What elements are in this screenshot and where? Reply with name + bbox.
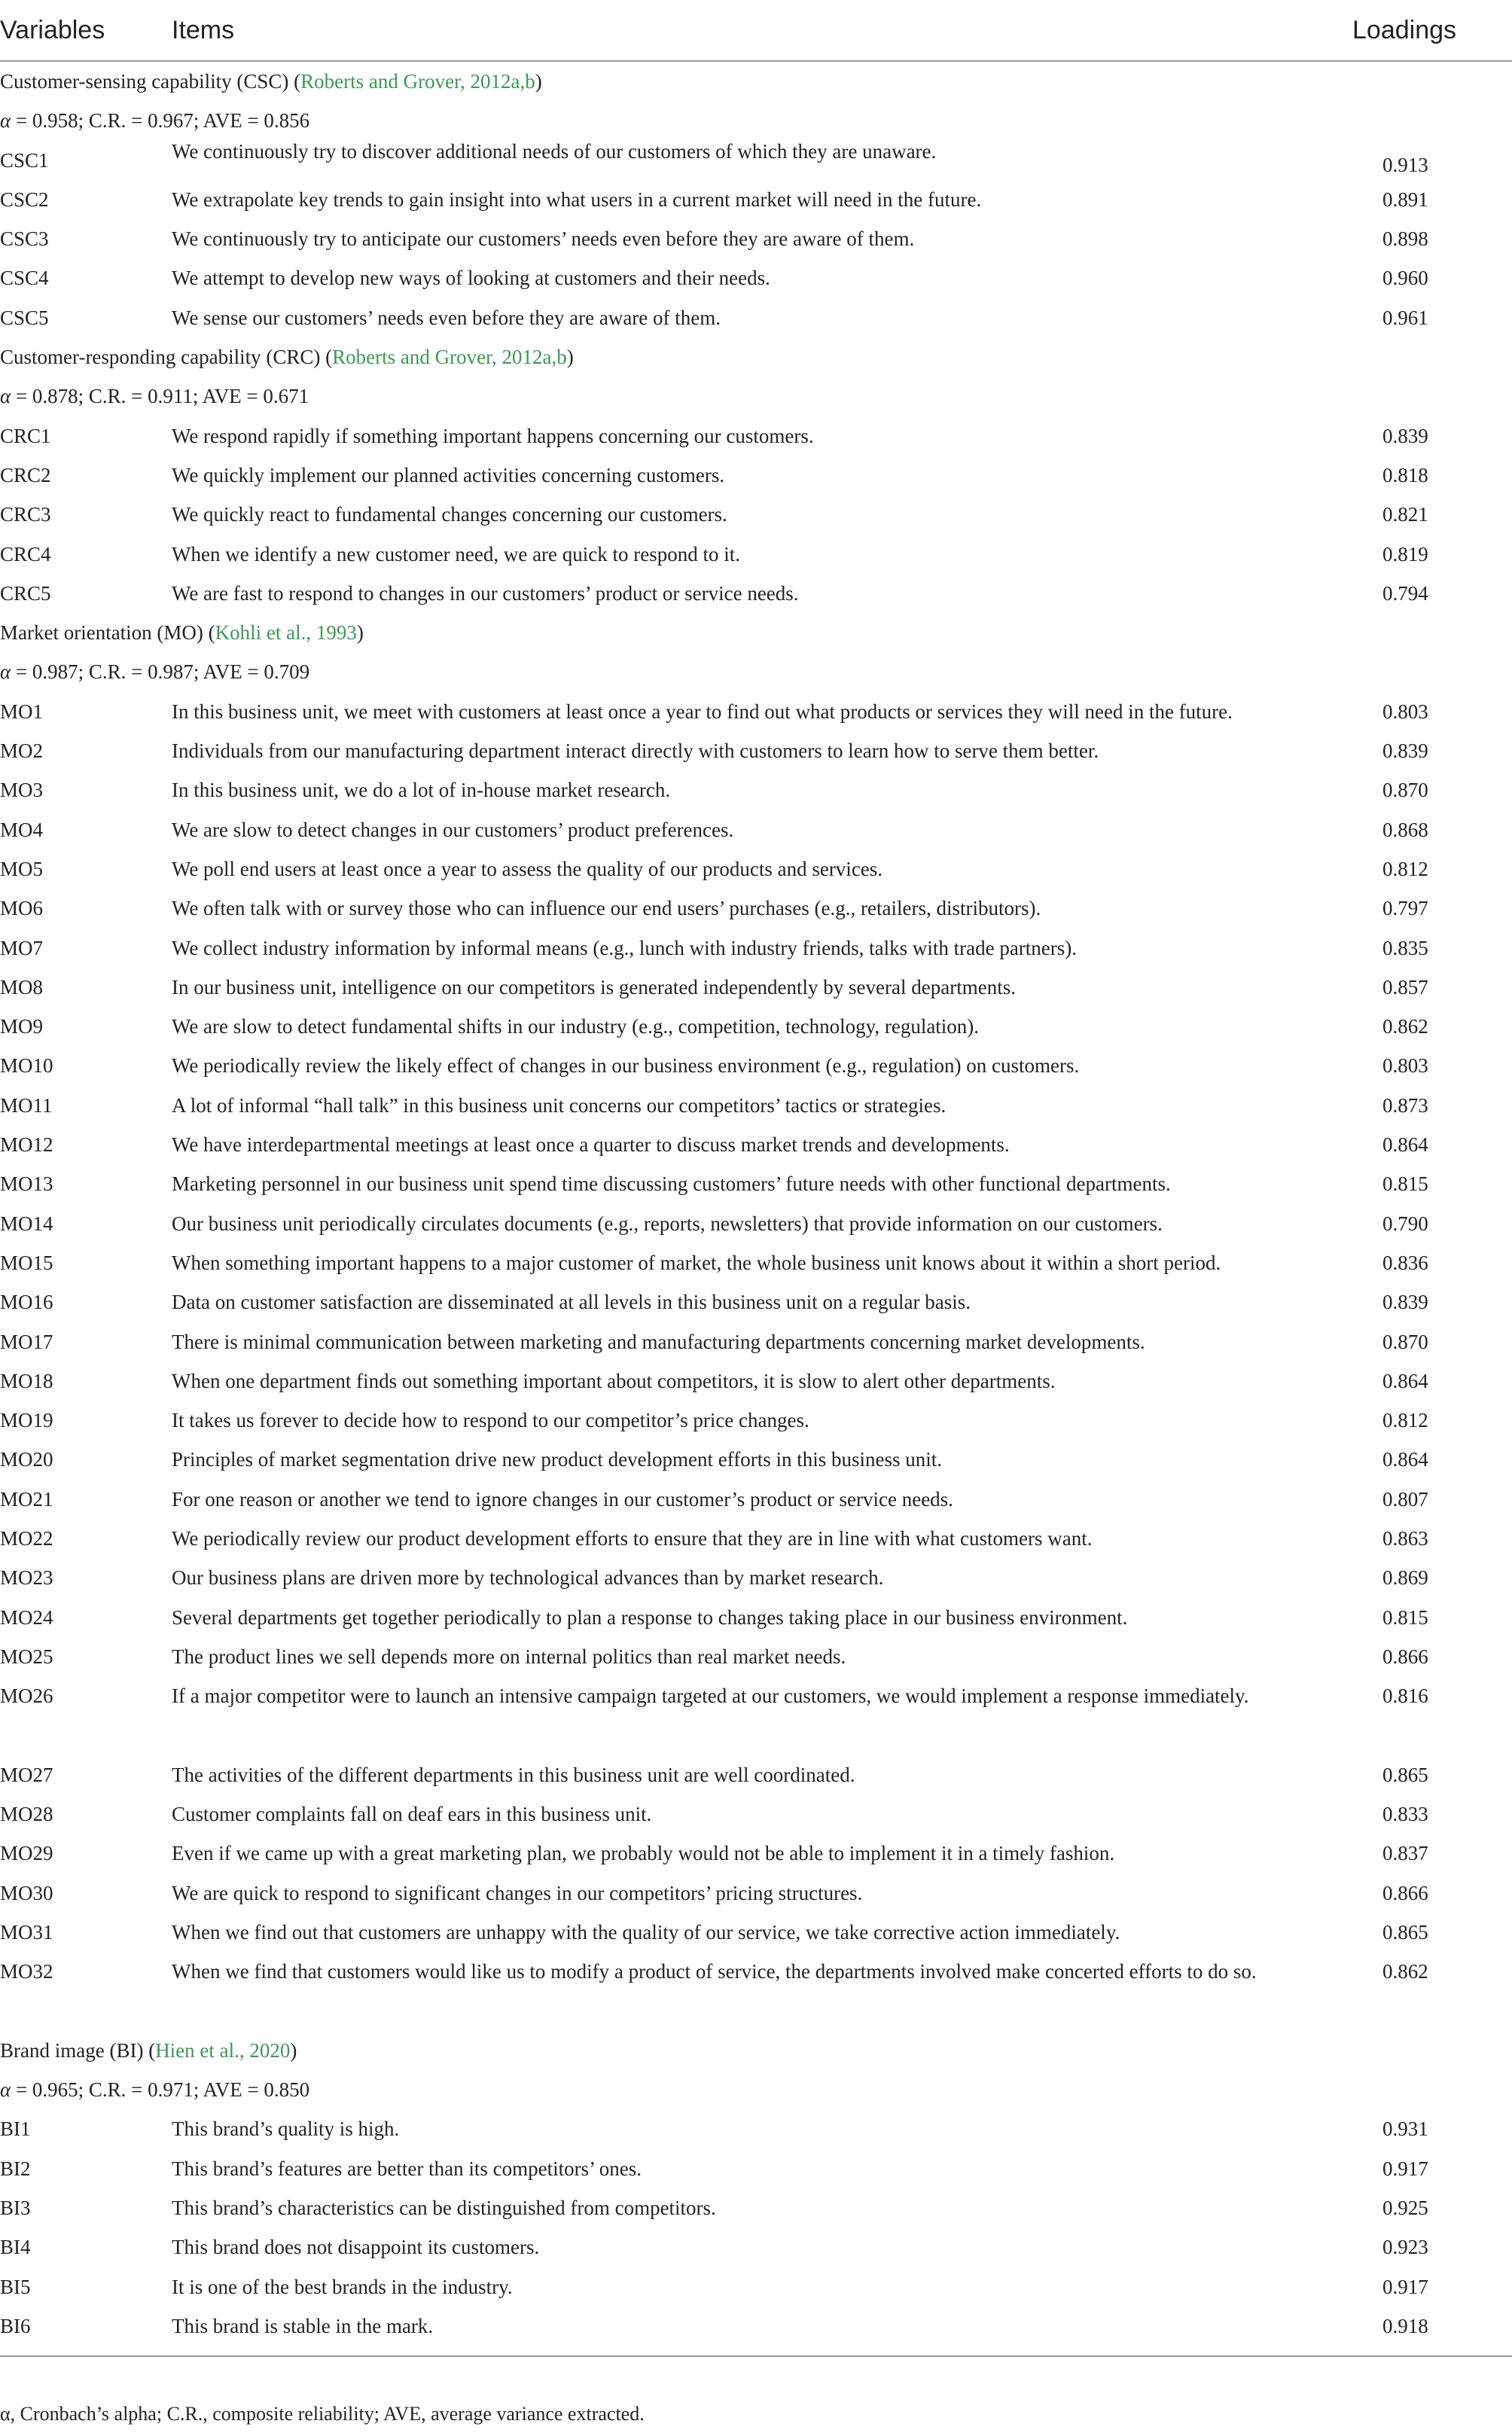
- alpha-symbol: α: [0, 109, 11, 133]
- table-row: [0, 1952, 1512, 2031]
- alpha-symbol: α: [0, 385, 11, 408]
- table-row: [0, 889, 1512, 928]
- table-row: [0, 2188, 1512, 2227]
- loading-value: 0.898: [1382, 227, 1428, 251]
- table-row: [0, 810, 1512, 849]
- table-row: [0, 1834, 1512, 1873]
- table-row: [0, 928, 1512, 968]
- variable-code: MO23: [0, 1566, 53, 1590]
- stats-values: = 0.958; C.R. = 0.967; AVE = 0.856: [11, 109, 310, 133]
- loading-value: 0.960: [1382, 267, 1428, 290]
- item-text: We have interdepartmental meetings at least once a quarter to discuss market trends and developments.: [172, 1133, 1010, 1157]
- reliability-stats: [0, 377, 309, 416]
- item-text: Our business unit periodically circulates documents (e.g., reports, newsletters) that provide information on our customers.: [172, 1212, 1163, 1235]
- loading-value: 0.913: [1382, 153, 1428, 176]
- loading-value: 0.837: [1382, 1842, 1428, 1865]
- loading-value: 0.870: [1382, 779, 1428, 802]
- section-title-row: [0, 337, 1512, 377]
- loading-value: 0.839: [1382, 424, 1428, 447]
- variable-code: BI6: [0, 2314, 31, 2337]
- loading-value: 0.812: [1382, 1409, 1428, 1432]
- header-loadings: Loadings: [1352, 16, 1457, 44]
- section-name: Brand image (BI): [0, 2038, 144, 2062]
- table-header-row: [0, 0, 1512, 60]
- stats-values: = 0.987; C.R. = 0.987; AVE = 0.709: [11, 660, 310, 684]
- variable-code: MO19: [0, 1409, 53, 1432]
- loading-value: 0.917: [1382, 2275, 1428, 2298]
- table-row: [0, 1322, 1512, 1361]
- loading-value: 0.862: [1382, 1960, 1428, 1983]
- table-row: [0, 692, 1512, 731]
- item-text: When we identify a new customer need, we are quick to respond to it.: [172, 542, 740, 566]
- loading-value: 0.891: [1382, 188, 1428, 211]
- citation-link[interactable]: Roberts and Grover, 2012a,b: [300, 70, 535, 93]
- table-row: [0, 1243, 1512, 1282]
- bottom-rule: [0, 2355, 1512, 2357]
- variable-code: MO10: [0, 1054, 53, 1078]
- citation-link[interactable]: Roberts and Grover, 2012a,b: [332, 346, 567, 369]
- loading-value: 0.821: [1382, 503, 1428, 526]
- table-row: [0, 1046, 1512, 1085]
- variable-code: BI3: [0, 2197, 31, 2220]
- loading-value: 0.865: [1382, 1920, 1428, 1944]
- loading-value: 0.918: [1382, 2314, 1428, 2337]
- table-row: [0, 1558, 1512, 1597]
- loading-value: 0.812: [1382, 857, 1428, 880]
- item-text: This brand’s features are better than its competitors’ ones.: [172, 2157, 642, 2180]
- variable-code: MO5: [0, 857, 44, 880]
- loading-value: 0.865: [1382, 1763, 1428, 1786]
- item-text: Our business plans are driven more by technological advances than by market research.: [172, 1566, 884, 1590]
- stats-values: = 0.878; C.R. = 0.911; AVE = 0.671: [11, 385, 309, 408]
- loading-value: 0.803: [1382, 700, 1428, 723]
- loading-value: 0.864: [1382, 1133, 1428, 1157]
- variable-code: MO17: [0, 1330, 53, 1353]
- section-stats-row: [0, 2070, 1512, 2109]
- table-row: [0, 2267, 1512, 2306]
- loading-value: 0.835: [1382, 936, 1428, 959]
- item-text: We respond rapidly if something important happens concerning our customers.: [172, 424, 814, 447]
- header-items: Items: [172, 16, 235, 44]
- table-row: [0, 1794, 1512, 1834]
- variable-code: MO25: [0, 1645, 53, 1668]
- loading-value: 0.815: [1382, 1172, 1428, 1196]
- item-text: There is minimal communication between marketing and manufacturing departments concerning market developments.: [172, 1330, 1145, 1353]
- variable-code: MO21: [0, 1487, 53, 1511]
- loading-value: 0.836: [1382, 1251, 1428, 1274]
- variable-code: MO3: [0, 779, 44, 802]
- loading-value: 0.790: [1382, 1212, 1428, 1235]
- section-title: Brand image (BI) (Hien et al., 2020): [0, 2038, 297, 2062]
- table-row: [0, 1913, 1512, 1952]
- table-row: [0, 731, 1512, 770]
- item-text: We collect industry information by informal means (e.g., lunch with industry friends, talks with trade partners).: [172, 936, 1078, 959]
- item-text: Marketing personnel in our business unit spend time discussing customers’ future needs with other functional departments.: [172, 1172, 1171, 1196]
- loading-value: 0.864: [1382, 1448, 1428, 1471]
- variable-code: CSC3: [0, 227, 49, 251]
- loading-value: 0.866: [1382, 1881, 1428, 1904]
- table-row: [0, 1873, 1512, 1913]
- table-row: [0, 258, 1512, 297]
- variable-code: MO2: [0, 739, 44, 763]
- item-text: A lot of informal “hall talk” in this business unit concerns our competitors’ tactics or strategies.: [172, 1093, 947, 1117]
- stats-values: = 0.965; C.R. = 0.971; AVE = 0.850: [11, 2078, 310, 2102]
- table-row: [0, 849, 1512, 889]
- variable-code: MO1: [0, 700, 44, 723]
- variable-code: CSC2: [0, 188, 49, 211]
- loading-value: 0.797: [1382, 897, 1428, 920]
- item-text: We are slow to detect fundamental shifts in our industry (e.g., competition, technology, regulation).: [172, 1015, 980, 1038]
- table-row: [0, 1440, 1512, 1479]
- loading-value: 0.923: [1382, 2236, 1428, 2259]
- item-text: The activities of the different departments in this business unit are well coordinated.: [172, 1763, 855, 1786]
- item-text: It is one of the best brands in the industry.: [172, 2275, 513, 2298]
- variable-code: MO27: [0, 1763, 53, 1786]
- item-text: Even if we came up with a great marketing plan, we probably would not be able to implement it in a timely fashion.: [172, 1842, 1115, 1865]
- item-text: In this business unit, we do a lot of in-house market research.: [172, 779, 671, 802]
- item-text: Customer complaints fall on deaf ears in this business unit.: [172, 1803, 652, 1826]
- item-text: We quickly implement our planned activities concerning customers.: [172, 463, 725, 486]
- section-stats-row: [0, 652, 1512, 691]
- item-text: We are fast to respond to changes in our customers’ product or service needs.: [172, 581, 799, 605]
- variable-code: BI1: [0, 2117, 31, 2141]
- table-row: [0, 968, 1512, 1007]
- item-text: In our business unit, intelligence on our competitors is generated independently by several departments.: [172, 975, 1016, 998]
- variable-code: MO24: [0, 1605, 53, 1629]
- section-title: Customer-sensing capability (CSC) (Roberts and Grover, 2012a,b): [0, 70, 542, 93]
- loading-value: 0.839: [1382, 739, 1428, 763]
- item-text: If a major competitor were to launch an intensive campaign targeted at our customers, we would implement a response immediately.: [172, 1684, 1249, 1708]
- section-title-row: [0, 2031, 1512, 2070]
- loading-value: 0.864: [1382, 1369, 1428, 1392]
- item-text: We are slow to detect changes in our customers’ product preferences.: [172, 818, 734, 841]
- variable-code: CRC3: [0, 503, 51, 526]
- item-text: We continuously try to anticipate our customers’ needs even before they are aware of them.: [172, 227, 915, 251]
- variable-code: MO8: [0, 975, 44, 998]
- item-text: Principles of market segmentation drive new product development efforts in this business unit.: [172, 1448, 943, 1471]
- table-row: [0, 416, 1512, 456]
- section-name: Customer-responding capability (CRC): [0, 346, 321, 369]
- variable-code: CRC5: [0, 581, 51, 605]
- table-row: [0, 2109, 1512, 2148]
- variable-code: MO18: [0, 1369, 53, 1392]
- table-row: [0, 1755, 1512, 1794]
- table-row: [0, 1676, 1512, 1755]
- section-stats-row: [0, 377, 1512, 416]
- variable-code: MO12: [0, 1133, 53, 1157]
- section-title: Customer-responding capability (CRC) (Roberts and Grover, 2012a,b): [0, 346, 574, 369]
- loading-value: 0.925: [1382, 2197, 1428, 2220]
- loading-value: 0.866: [1382, 1645, 1428, 1668]
- table-row: [0, 1086, 1512, 1125]
- table-row: [0, 770, 1512, 809]
- table-row: [0, 180, 1512, 219]
- item-text: When we find that customers would like us to modify a product of service, the departments involved make concerted efforts to do so.: [172, 1960, 1257, 1983]
- variable-code: CRC4: [0, 542, 51, 566]
- loading-value: 0.833: [1382, 1803, 1428, 1826]
- variable-code: MO32: [0, 1960, 53, 1983]
- item-text: We sense our customers’ needs even before they are aware of them.: [172, 306, 721, 329]
- loading-value: 0.870: [1382, 1330, 1428, 1353]
- table-footnote: α, Cronbach’s alpha; C.R., composite reliability; AVE, average variance extracted.: [0, 2403, 645, 2425]
- table-row: [0, 1361, 1512, 1401]
- citation-link[interactable]: Kohli et al., 1993: [215, 621, 357, 645]
- loading-value: 0.819: [1382, 542, 1428, 566]
- section-name: Customer-sensing capability (CSC): [0, 70, 289, 93]
- alpha-symbol: α: [0, 2078, 11, 2102]
- item-text: We often talk with or survey those who can influence our end users’ purchases (e.g., retailers, distributors).: [172, 897, 1041, 920]
- item-text: For one reason or another we tend to ignore changes in our customer’s product or service needs.: [172, 1487, 953, 1511]
- reliability-stats: [0, 652, 309, 691]
- table-row: [0, 1164, 1512, 1203]
- variable-code: MO14: [0, 1212, 53, 1235]
- variable-code: MO11: [0, 1093, 53, 1117]
- variable-code: CRC2: [0, 463, 51, 486]
- loading-value: 0.862: [1382, 1015, 1428, 1038]
- table-row: [0, 141, 1512, 180]
- section-title: Market orientation (MO) (Kohli et al., 1993): [0, 621, 364, 645]
- item-text: When we find out that customers are unhappy with the quality of our service, we take corrective action immediately.: [172, 1920, 1120, 1944]
- item-text: We are quick to respond to significant changes in our competitors’ pricing structures.: [172, 1881, 863, 1904]
- table-row: [0, 1401, 1512, 1440]
- table-row: [0, 1007, 1512, 1046]
- loading-value: 0.807: [1382, 1487, 1428, 1511]
- header-variables: Variables: [0, 16, 105, 44]
- variable-code: MO6: [0, 897, 44, 920]
- variable-code: MO26: [0, 1684, 53, 1708]
- table-row: [0, 2227, 1512, 2267]
- variable-code: MO4: [0, 818, 44, 841]
- table-row: [0, 219, 1512, 258]
- item-text: It takes us forever to decide how to respond to our competitor’s price changes.: [172, 1409, 809, 1432]
- table-row: [0, 1204, 1512, 1243]
- item-text: We periodically review the likely effect of changes in our business environment (e.g., regulation) on customers.: [172, 1054, 1080, 1078]
- item-text: We periodically review our product development efforts to ensure that they are in line with what customers want.: [172, 1526, 1093, 1550]
- table-row: [0, 1519, 1512, 1558]
- loading-value: 0.868: [1382, 818, 1428, 841]
- item-text: We poll end users at least once a year to assess the quality of our products and services.: [172, 857, 883, 880]
- table-row: [0, 574, 1512, 613]
- variable-code: MO28: [0, 1803, 53, 1826]
- variable-code: MO31: [0, 1920, 53, 1944]
- variable-code: MO29: [0, 1842, 53, 1865]
- loading-value: 0.869: [1382, 1566, 1428, 1590]
- section-title-row: [0, 613, 1512, 652]
- item-text: We attempt to develop new ways of looking at customers and their needs.: [172, 267, 770, 290]
- item-text: This brand’s quality is high.: [172, 2117, 400, 2141]
- item-text: We continuously try to discover additional needs of our customers of which they are unaware.: [172, 139, 937, 163]
- variable-code: BI4: [0, 2236, 31, 2259]
- table-row: [0, 535, 1512, 574]
- variable-code: CSC5: [0, 306, 49, 329]
- variable-code: MO30: [0, 1881, 53, 1904]
- item-text: We quickly react to fundamental changes concerning our customers.: [172, 503, 727, 526]
- item-text: This brand’s characteristics can be distinguished from competitors.: [172, 2197, 716, 2220]
- loading-value: 0.917: [1382, 2157, 1428, 2180]
- variable-code: MO22: [0, 1526, 53, 1550]
- table-row: [0, 1598, 1512, 1637]
- reliability-stats: [0, 2070, 309, 2109]
- loading-value: 0.794: [1382, 581, 1428, 605]
- item-text: Several departments get together periodically to plan a response to changes taking place in our business environment.: [172, 1605, 1128, 1629]
- table-row: [0, 495, 1512, 534]
- variable-code: MO20: [0, 1448, 53, 1471]
- table-row: [0, 1480, 1512, 1519]
- item-text: When something important happens to a major customer of market, the whole business unit knows about it within a short period.: [172, 1251, 1221, 1274]
- item-text: Data on customer satisfaction are disseminated at all levels in this business unit on a regular basis.: [172, 1291, 971, 1314]
- loading-value: 0.815: [1382, 1605, 1428, 1629]
- loading-value: 0.818: [1382, 463, 1428, 486]
- loading-value: 0.857: [1382, 975, 1428, 998]
- table-row: [0, 1637, 1512, 1676]
- item-text: When one department finds out something important about competitors, it is slow to alert other departments.: [172, 1369, 1056, 1392]
- variable-code: MO13: [0, 1172, 53, 1196]
- table-row: [0, 298, 1512, 337]
- table-row: [0, 1125, 1512, 1164]
- item-text: This brand does not disappoint its customers.: [172, 2236, 540, 2259]
- section-title-row: [0, 62, 1512, 101]
- variable-code: CSC4: [0, 267, 49, 290]
- item-text: The product lines we sell depends more on internal politics than real market needs.: [172, 1645, 846, 1668]
- loading-value: 0.931: [1382, 2117, 1428, 2141]
- loading-value: 0.873: [1382, 1093, 1428, 1117]
- variable-code: BI2: [0, 2157, 31, 2180]
- item-text: We extrapolate key trends to gain insight into what users in a current market will need in the future.: [172, 188, 982, 211]
- variable-code: MO15: [0, 1251, 53, 1274]
- variable-code: MO9: [0, 1015, 44, 1038]
- loading-value: 0.803: [1382, 1054, 1428, 1078]
- table-body: [0, 62, 1512, 2346]
- variable-code: CRC1: [0, 424, 51, 447]
- loading-value: 0.816: [1382, 1684, 1428, 1708]
- table-row: [0, 1282, 1512, 1322]
- section-name: Market orientation (MO): [0, 621, 203, 645]
- variable-code: CSC1: [0, 148, 49, 172]
- table-row: [0, 2149, 1512, 2188]
- table-row: [0, 2306, 1512, 2346]
- loading-value: 0.863: [1382, 1526, 1428, 1550]
- loading-value: 0.839: [1382, 1291, 1428, 1314]
- citation-link[interactable]: Hien et al., 2020: [155, 2038, 291, 2062]
- alpha-symbol: α: [0, 660, 11, 684]
- item-text: This brand is stable in the mark.: [172, 2314, 434, 2337]
- variable-code: BI5: [0, 2275, 31, 2298]
- variable-code: MO7: [0, 936, 44, 959]
- variable-code: MO16: [0, 1291, 53, 1314]
- loading-value: 0.961: [1382, 306, 1428, 329]
- item-text: Individuals from our manufacturing department interact directly with customers to learn how to serve them better.: [172, 739, 1099, 763]
- item-text: In this business unit, we meet with customers at least once a year to find out what products or services they will need in the future.: [172, 700, 1233, 723]
- table-row: [0, 456, 1512, 495]
